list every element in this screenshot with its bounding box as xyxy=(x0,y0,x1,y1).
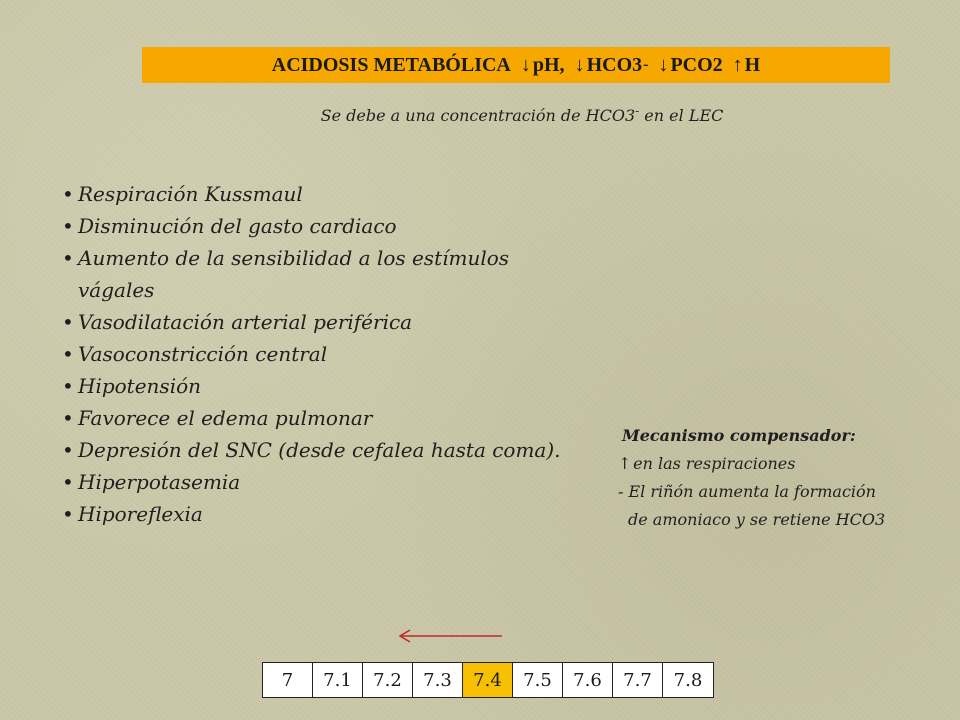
ph-cell: 7 xyxy=(263,663,313,697)
mechanism-line-1-text: en las respiraciones xyxy=(633,454,796,473)
arrow-down-icon: ↓ xyxy=(574,53,585,76)
symptom-text: Favorece el edema pulmonar xyxy=(78,406,373,430)
bullet-icon: • xyxy=(62,342,74,366)
subtitle-sup: - xyxy=(635,104,640,118)
title-bicarb-sup: - xyxy=(643,56,649,73)
symptom-text: Hiperpotasemia xyxy=(78,470,241,494)
mechanism-line-1 xyxy=(618,450,954,478)
mechanism-line-3: de amoniaco y se retiene HCO3 xyxy=(628,510,886,529)
list-item xyxy=(62,306,582,338)
title-text: ACIDOSIS METABÓLICA xyxy=(271,53,511,76)
list-item xyxy=(62,498,582,530)
compensation-mechanism xyxy=(618,422,954,534)
symptom-text: Aumento de la sensibilidad a los estímulos vágales xyxy=(78,246,510,302)
bullet-icon: • xyxy=(62,182,74,206)
symptom-text: Vasoconstricción central xyxy=(78,342,328,366)
list-item xyxy=(62,338,582,370)
bullet-icon: • xyxy=(62,310,74,334)
subtitle-text: Se debe a una concentración de HCO3 xyxy=(320,106,636,125)
ph-cell: 7.4 xyxy=(463,663,513,697)
list-item xyxy=(62,402,582,434)
list-item xyxy=(62,242,582,306)
ph-cell: 7.5 xyxy=(513,663,563,697)
symptom-text: Disminución del gasto cardiaco xyxy=(78,214,397,238)
bullet-icon: • xyxy=(62,374,74,398)
ph-scale xyxy=(262,662,714,698)
ph-cell: 7.8 xyxy=(673,669,703,691)
symptom-text: Respiración Kussmaul xyxy=(78,182,303,206)
bullet-icon: • xyxy=(62,470,74,494)
list-item xyxy=(62,466,582,498)
symptom-text: Vasodilatación arterial periférica xyxy=(78,310,413,334)
list-item xyxy=(62,210,582,242)
left-arrow-icon xyxy=(396,628,506,644)
ph-cell: 7.2 xyxy=(363,663,413,697)
arrow-up-icon: ↑ xyxy=(732,53,743,76)
ph-cell: 7.1 xyxy=(313,663,363,697)
bullet-icon: • xyxy=(62,502,74,526)
bullet-icon: • xyxy=(62,438,74,462)
arrow-down-icon: ↓ xyxy=(520,53,531,76)
subtitle-tail: en el LEC xyxy=(639,106,724,125)
symptom-text: Hiporeflexia xyxy=(78,502,203,526)
symptom-text: Depresión del SNC (desde cefalea hasta coma). xyxy=(78,438,561,462)
title-bar xyxy=(142,47,890,83)
arrow-down-icon: ↓ xyxy=(658,53,669,76)
arrow-up-icon: ↑ xyxy=(618,454,632,473)
bullet-icon: • xyxy=(62,406,74,430)
title-bicarb: HCO3 xyxy=(586,53,643,76)
ph-cell: 7.6 xyxy=(563,663,613,697)
mechanism-title: Mecanismo compensador: xyxy=(622,426,856,445)
list-item xyxy=(62,370,582,402)
bullet-icon: • xyxy=(62,246,74,270)
list-item xyxy=(62,434,582,466)
ph-cell: 7.7 xyxy=(613,663,663,697)
mechanism-line-2: - El riñón aumenta la formación xyxy=(618,482,876,501)
subtitle xyxy=(0,104,960,125)
title-ph: pH, xyxy=(532,53,565,76)
list-item xyxy=(62,178,582,210)
title-h: H xyxy=(744,53,761,76)
symptom-text: Hipotensión xyxy=(78,374,202,398)
ph-cell: 7.3 xyxy=(413,663,463,697)
title-pco2: PCO2 xyxy=(670,53,723,76)
symptom-list xyxy=(62,178,582,530)
bullet-icon: • xyxy=(62,214,74,238)
